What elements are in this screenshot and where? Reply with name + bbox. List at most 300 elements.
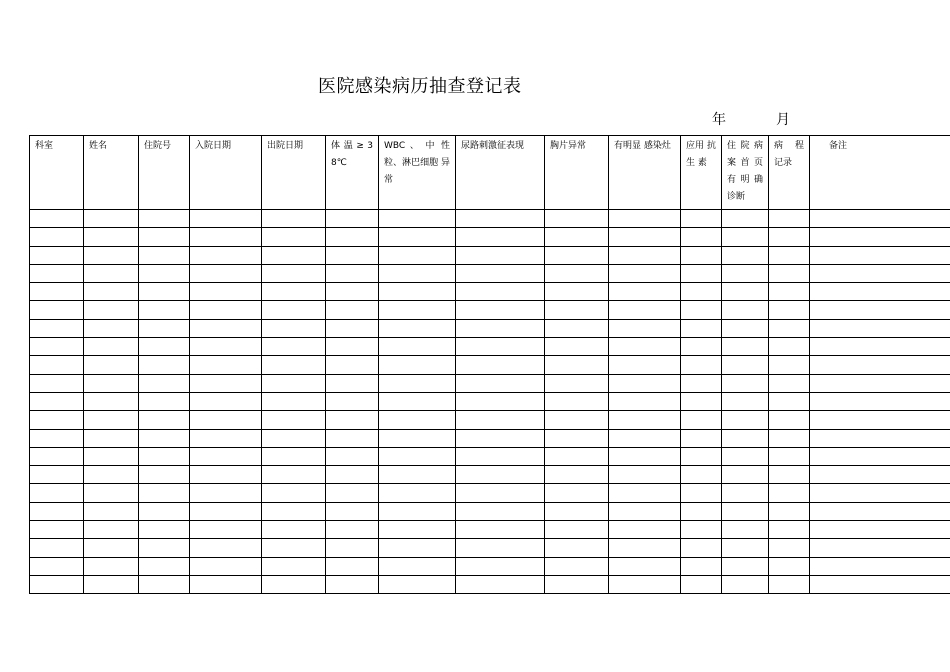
table-cell[interactable] <box>456 521 545 539</box>
table-cell[interactable] <box>190 283 262 301</box>
table-cell[interactable] <box>84 374 139 392</box>
table-cell[interactable] <box>545 392 609 410</box>
table-cell[interactable] <box>379 264 456 282</box>
table-cell[interactable] <box>722 557 769 575</box>
table-cell[interactable] <box>456 319 545 337</box>
table-cell[interactable] <box>545 264 609 282</box>
table-cell[interactable] <box>456 557 545 575</box>
table-cell[interactable] <box>456 283 545 301</box>
table-cell[interactable] <box>262 283 326 301</box>
table-cell[interactable] <box>139 246 190 264</box>
table-cell[interactable] <box>379 521 456 539</box>
table-cell[interactable] <box>681 338 722 356</box>
table-cell[interactable] <box>769 429 810 447</box>
table-cell[interactable] <box>84 411 139 429</box>
table-cell[interactable] <box>190 338 262 356</box>
table-cell[interactable] <box>190 374 262 392</box>
table-cell[interactable] <box>139 502 190 520</box>
table-cell[interactable] <box>681 356 722 374</box>
table-cell[interactable] <box>456 429 545 447</box>
table-cell[interactable] <box>609 356 681 374</box>
table-cell[interactable] <box>84 557 139 575</box>
table-cell[interactable] <box>30 502 84 520</box>
table-cell[interactable] <box>810 411 950 429</box>
table-cell[interactable] <box>609 557 681 575</box>
table-cell[interactable] <box>681 502 722 520</box>
table-cell[interactable] <box>769 228 810 246</box>
table-cell[interactable] <box>545 447 609 465</box>
table-cell[interactable] <box>810 466 950 484</box>
table-cell[interactable] <box>810 264 950 282</box>
table-cell[interactable] <box>139 228 190 246</box>
table-cell[interactable] <box>769 301 810 319</box>
table-cell[interactable] <box>84 210 139 228</box>
table-cell[interactable] <box>456 246 545 264</box>
table-cell[interactable] <box>84 539 139 557</box>
table-cell[interactable] <box>379 539 456 557</box>
table-cell[interactable] <box>545 557 609 575</box>
table-cell[interactable] <box>456 210 545 228</box>
page-title: 医院感染病历抽查登记表 <box>318 76 522 97</box>
table-cell[interactable] <box>722 210 769 228</box>
table-cell[interactable] <box>326 447 379 465</box>
table-cell[interactable] <box>609 447 681 465</box>
table-cell[interactable] <box>326 264 379 282</box>
table-cell[interactable] <box>810 557 950 575</box>
table-cell[interactable] <box>545 319 609 337</box>
table-cell[interactable] <box>681 429 722 447</box>
table-cell[interactable] <box>139 539 190 557</box>
table-cell[interactable] <box>379 557 456 575</box>
table-cell[interactable] <box>722 246 769 264</box>
table-cell[interactable] <box>545 228 609 246</box>
table-cell[interactable] <box>722 466 769 484</box>
table-cell[interactable] <box>30 557 84 575</box>
table-cell[interactable] <box>456 502 545 520</box>
table-cell[interactable] <box>84 521 139 539</box>
table-cell[interactable] <box>609 429 681 447</box>
table-cell[interactable] <box>139 484 190 502</box>
table-cell[interactable] <box>681 301 722 319</box>
table-cell[interactable] <box>30 521 84 539</box>
table-cell[interactable] <box>456 539 545 557</box>
table-cell[interactable] <box>84 246 139 264</box>
table-cell[interactable] <box>722 264 769 282</box>
table-cell[interactable] <box>262 392 326 410</box>
table-cell[interactable] <box>545 356 609 374</box>
table-cell[interactable] <box>379 210 456 228</box>
table-cell[interactable] <box>30 228 84 246</box>
table-cell[interactable] <box>722 575 769 593</box>
table-cell[interactable] <box>681 264 722 282</box>
table-cell[interactable] <box>30 374 84 392</box>
table-row <box>30 301 950 319</box>
table-cell[interactable] <box>722 374 769 392</box>
table-cell[interactable] <box>190 392 262 410</box>
table-cell[interactable] <box>769 283 810 301</box>
table-cell[interactable] <box>30 539 84 557</box>
table-cell[interactable] <box>379 374 456 392</box>
table-cell[interactable] <box>722 539 769 557</box>
table-cell[interactable] <box>769 338 810 356</box>
table-cell[interactable] <box>681 228 722 246</box>
table-cell[interactable] <box>609 502 681 520</box>
table-cell[interactable] <box>769 411 810 429</box>
table-cell[interactable] <box>722 319 769 337</box>
table-cell[interactable] <box>84 466 139 484</box>
table-cell[interactable] <box>769 484 810 502</box>
table-cell[interactable] <box>545 429 609 447</box>
table-cell[interactable] <box>722 411 769 429</box>
table-cell[interactable] <box>30 338 84 356</box>
table-cell[interactable] <box>609 246 681 264</box>
table-cell[interactable] <box>545 210 609 228</box>
table-cell[interactable] <box>84 575 139 593</box>
table-cell[interactable] <box>190 539 262 557</box>
table-cell[interactable] <box>681 575 722 593</box>
table-cell[interactable] <box>810 338 950 356</box>
table-cell[interactable] <box>30 319 84 337</box>
table-cell[interactable] <box>379 228 456 246</box>
table-cell[interactable] <box>609 521 681 539</box>
table-cell[interactable] <box>456 392 545 410</box>
table-cell[interactable] <box>456 466 545 484</box>
table-cell[interactable] <box>681 374 722 392</box>
table-cell[interactable] <box>456 264 545 282</box>
table-cell[interactable] <box>84 447 139 465</box>
table-cell[interactable] <box>609 301 681 319</box>
table-cell[interactable] <box>769 374 810 392</box>
table-cell[interactable] <box>379 338 456 356</box>
table-cell[interactable] <box>326 356 379 374</box>
table-cell[interactable] <box>30 264 84 282</box>
table-cell[interactable] <box>262 228 326 246</box>
table-cell[interactable] <box>810 301 950 319</box>
table-cell[interactable] <box>609 264 681 282</box>
table-cell[interactable] <box>326 392 379 410</box>
table-cell[interactable] <box>722 447 769 465</box>
table-cell[interactable] <box>326 338 379 356</box>
table-cell[interactable] <box>262 575 326 593</box>
table-cell[interactable] <box>379 411 456 429</box>
table-cell[interactable] <box>139 374 190 392</box>
table-cell[interactable] <box>810 283 950 301</box>
table-cell[interactable] <box>545 283 609 301</box>
table-cell[interactable] <box>139 521 190 539</box>
table-cell[interactable] <box>810 447 950 465</box>
table-cell[interactable] <box>379 356 456 374</box>
table-cell[interactable] <box>810 319 950 337</box>
table-cell[interactable] <box>190 246 262 264</box>
table-cell[interactable] <box>262 356 326 374</box>
header-progress-notes: 病 程 记录 <box>769 136 810 210</box>
table-cell[interactable] <box>609 210 681 228</box>
table-cell[interactable] <box>681 411 722 429</box>
table-cell[interactable] <box>545 374 609 392</box>
table-cell[interactable] <box>262 502 326 520</box>
table-cell[interactable] <box>609 338 681 356</box>
table-cell[interactable] <box>84 392 139 410</box>
table-cell[interactable] <box>139 264 190 282</box>
table-cell[interactable] <box>326 210 379 228</box>
table-cell[interactable] <box>326 502 379 520</box>
table-cell[interactable] <box>326 521 379 539</box>
table-cell[interactable] <box>379 484 456 502</box>
table-cell[interactable] <box>722 429 769 447</box>
table-cell[interactable] <box>139 319 190 337</box>
table-cell[interactable] <box>190 356 262 374</box>
table-cell[interactable] <box>609 575 681 593</box>
table-cell[interactable] <box>190 447 262 465</box>
table-cell[interactable] <box>30 484 84 502</box>
table-row <box>30 575 950 593</box>
table-cell[interactable] <box>609 319 681 337</box>
table-cell[interactable] <box>769 264 810 282</box>
table-cell[interactable] <box>456 301 545 319</box>
table-cell[interactable] <box>769 356 810 374</box>
table-cell[interactable] <box>379 429 456 447</box>
table-cell[interactable] <box>810 228 950 246</box>
table-cell[interactable] <box>379 502 456 520</box>
table-cell[interactable] <box>326 228 379 246</box>
date-line <box>712 109 790 129</box>
table-cell[interactable] <box>769 521 810 539</box>
table-cell[interactable] <box>456 374 545 392</box>
table-cell[interactable] <box>456 447 545 465</box>
table-cell[interactable] <box>139 575 190 593</box>
table-cell[interactable] <box>810 539 950 557</box>
table-cell[interactable] <box>722 338 769 356</box>
table-cell[interactable] <box>30 392 84 410</box>
table-cell[interactable] <box>810 374 950 392</box>
table-cell[interactable] <box>326 484 379 502</box>
table-cell[interactable] <box>769 447 810 465</box>
table-cell[interactable] <box>262 319 326 337</box>
table-cell[interactable] <box>681 392 722 410</box>
table-cell[interactable] <box>30 301 84 319</box>
table-cell[interactable] <box>262 539 326 557</box>
table-cell[interactable] <box>262 521 326 539</box>
table-cell[interactable] <box>456 484 545 502</box>
table-cell[interactable] <box>379 301 456 319</box>
table-cell[interactable] <box>84 484 139 502</box>
table-cell[interactable] <box>769 539 810 557</box>
table-cell[interactable] <box>326 283 379 301</box>
table-cell[interactable] <box>139 283 190 301</box>
table-cell[interactable] <box>545 466 609 484</box>
table-cell[interactable] <box>84 264 139 282</box>
table-cell[interactable] <box>810 392 950 410</box>
table-cell[interactable] <box>190 575 262 593</box>
table-cell[interactable] <box>262 301 326 319</box>
table-cell[interactable] <box>262 484 326 502</box>
table-cell[interactable] <box>681 447 722 465</box>
table-cell[interactable] <box>681 521 722 539</box>
table-cell[interactable] <box>545 484 609 502</box>
table-cell[interactable] <box>769 466 810 484</box>
table-cell[interactable] <box>326 301 379 319</box>
table-cell[interactable] <box>190 466 262 484</box>
table-cell[interactable] <box>810 502 950 520</box>
table-cell[interactable] <box>84 301 139 319</box>
table-cell[interactable] <box>456 228 545 246</box>
table-cell[interactable] <box>722 502 769 520</box>
table-cell[interactable] <box>722 356 769 374</box>
table-cell[interactable] <box>681 283 722 301</box>
table-cell[interactable] <box>30 575 84 593</box>
table-cell[interactable] <box>326 319 379 337</box>
table-cell[interactable] <box>190 301 262 319</box>
table-cell[interactable] <box>810 210 950 228</box>
table-cell[interactable] <box>379 447 456 465</box>
table-cell[interactable] <box>84 502 139 520</box>
table-cell[interactable] <box>30 246 84 264</box>
table-cell[interactable] <box>810 429 950 447</box>
table-cell[interactable] <box>609 283 681 301</box>
table-cell[interactable] <box>84 356 139 374</box>
table-cell[interactable] <box>30 466 84 484</box>
table-cell[interactable] <box>769 575 810 593</box>
table-cell[interactable] <box>769 246 810 264</box>
table-cell[interactable] <box>810 484 950 502</box>
table-cell[interactable] <box>190 484 262 502</box>
table-cell[interactable] <box>326 557 379 575</box>
table-cell[interactable] <box>262 264 326 282</box>
table-cell[interactable] <box>139 466 190 484</box>
table-cell[interactable] <box>545 502 609 520</box>
table-cell[interactable] <box>30 429 84 447</box>
table-cell[interactable] <box>30 411 84 429</box>
table-cell[interactable] <box>84 283 139 301</box>
table-cell[interactable] <box>139 411 190 429</box>
table-cell[interactable] <box>545 521 609 539</box>
table-cell[interactable] <box>681 210 722 228</box>
table-cell[interactable] <box>379 392 456 410</box>
table-cell[interactable] <box>326 411 379 429</box>
table-cell[interactable] <box>722 301 769 319</box>
table-cell[interactable] <box>139 392 190 410</box>
table-cell[interactable] <box>609 374 681 392</box>
table-cell[interactable] <box>190 521 262 539</box>
table-cell[interactable] <box>30 283 84 301</box>
table-cell[interactable] <box>609 392 681 410</box>
table-cell[interactable] <box>722 484 769 502</box>
table-cell[interactable] <box>326 246 379 264</box>
table-cell[interactable] <box>769 210 810 228</box>
table-cell[interactable] <box>262 338 326 356</box>
table-cell[interactable] <box>810 246 950 264</box>
table-cell[interactable] <box>681 319 722 337</box>
table-cell[interactable] <box>326 575 379 593</box>
table-cell[interactable] <box>609 539 681 557</box>
table-cell[interactable] <box>190 502 262 520</box>
table-cell[interactable] <box>681 466 722 484</box>
table-cell[interactable] <box>190 228 262 246</box>
table-cell[interactable] <box>190 319 262 337</box>
table-cell[interactable] <box>139 356 190 374</box>
table-cell[interactable] <box>190 411 262 429</box>
table-cell[interactable] <box>379 246 456 264</box>
table-cell[interactable] <box>30 447 84 465</box>
table-cell[interactable] <box>139 338 190 356</box>
table-cell[interactable] <box>262 429 326 447</box>
table-cell[interactable] <box>545 539 609 557</box>
table-cell[interactable] <box>190 264 262 282</box>
table-cell[interactable] <box>190 210 262 228</box>
table-cell[interactable] <box>722 228 769 246</box>
table-cell[interactable] <box>681 539 722 557</box>
table-cell[interactable] <box>722 392 769 410</box>
table-cell[interactable] <box>84 429 139 447</box>
table-cell[interactable] <box>681 557 722 575</box>
table-cell[interactable] <box>545 575 609 593</box>
table-cell[interactable] <box>262 210 326 228</box>
table-cell[interactable] <box>326 374 379 392</box>
table-cell[interactable] <box>139 447 190 465</box>
table-cell[interactable] <box>139 557 190 575</box>
table-cell[interactable] <box>379 319 456 337</box>
table-cell[interactable] <box>769 392 810 410</box>
table-cell[interactable] <box>262 557 326 575</box>
table-cell[interactable] <box>810 356 950 374</box>
table-cell[interactable] <box>609 228 681 246</box>
table-cell[interactable] <box>769 557 810 575</box>
table-cell[interactable] <box>609 411 681 429</box>
table-cell[interactable] <box>326 429 379 447</box>
table-cell[interactable] <box>545 301 609 319</box>
table-cell[interactable] <box>456 411 545 429</box>
table-cell[interactable] <box>810 521 950 539</box>
table-cell[interactable] <box>262 466 326 484</box>
table-cell[interactable] <box>609 466 681 484</box>
table-cell[interactable] <box>456 575 545 593</box>
table-cell[interactable] <box>84 228 139 246</box>
table-cell[interactable] <box>262 246 326 264</box>
table-cell[interactable] <box>681 484 722 502</box>
table-cell[interactable] <box>379 283 456 301</box>
table-cell[interactable] <box>810 575 950 593</box>
table-cell[interactable] <box>609 484 681 502</box>
table-cell[interactable] <box>379 466 456 484</box>
table-cell[interactable] <box>326 539 379 557</box>
table-cell[interactable] <box>545 411 609 429</box>
table-cell[interactable] <box>190 557 262 575</box>
table-cell[interactable] <box>190 429 262 447</box>
table-cell[interactable] <box>139 429 190 447</box>
table-cell[interactable] <box>769 502 810 520</box>
table-cell[interactable] <box>545 246 609 264</box>
table-cell[interactable] <box>262 411 326 429</box>
table-row <box>30 246 950 264</box>
table-cell[interactable] <box>326 466 379 484</box>
table-cell[interactable] <box>262 374 326 392</box>
table-cell[interactable] <box>545 338 609 356</box>
table-cell[interactable] <box>30 356 84 374</box>
table-cell[interactable] <box>84 319 139 337</box>
table-cell[interactable] <box>379 575 456 593</box>
table-cell[interactable] <box>30 210 84 228</box>
table-cell[interactable] <box>139 210 190 228</box>
table-cell[interactable] <box>681 246 722 264</box>
table-cell[interactable] <box>262 447 326 465</box>
table-cell[interactable] <box>722 521 769 539</box>
table-cell[interactable] <box>456 356 545 374</box>
table-cell[interactable] <box>84 338 139 356</box>
table-cell[interactable] <box>769 319 810 337</box>
table-cell[interactable] <box>139 301 190 319</box>
table-cell[interactable] <box>456 338 545 356</box>
table-cell[interactable] <box>722 283 769 301</box>
